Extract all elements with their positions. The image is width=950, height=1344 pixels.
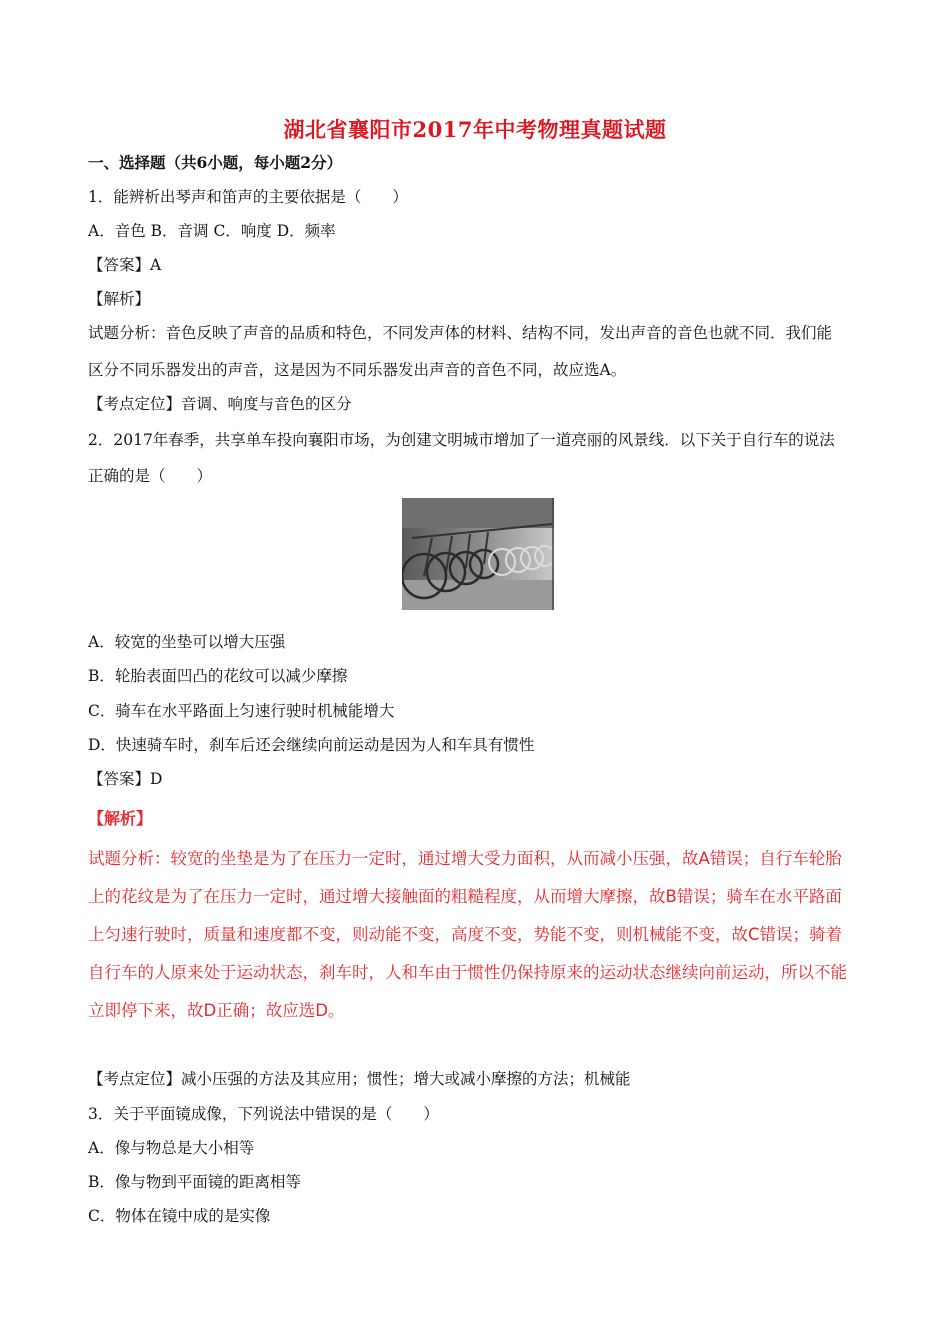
q1-knowledge-point: 【考点定位】音调、响度与音色的区分 <box>88 395 352 413</box>
q1-analysis-label: 【解析】 <box>88 290 151 308</box>
q2-stem-line-2: 正确的是（ ） <box>88 467 213 485</box>
q2-analysis-line-1: 试题分析：较宽的坐垫是为了在压力一定时，通过增大受力面积，从而减小压强，故A错误；自行车轮胎 <box>88 849 842 868</box>
q2-stem-line-1: 2．2017年春季，共享单车投向襄阳市场，为创建文明城市增加了一道亮丽的风景线．以下关于自行车的说法 <box>88 431 835 449</box>
q2-analysis-line-4: 自行车的人原来处于运动状态，刹车时，人和车由于惯性仍保持原来的运动状态继续向前运动，所以不能 <box>88 963 847 982</box>
q2-analysis-line-5: 立即停下来，故D正确；故应选D。 <box>88 1001 345 1020</box>
q1-analysis-line-2: 区分不同乐器发出的声音，这是因为不同乐器发出声音的音色不同，故应选A。 <box>88 361 627 379</box>
q2-option-c: C．骑车在水平路面上匀速行驶时机械能增大 <box>88 702 395 720</box>
q1-answer: 【答案】A <box>88 256 162 274</box>
page-title: 湖北省襄阳市2017年中考物理真题试题 <box>283 117 667 142</box>
q3-option-a: A．像与物总是大小相等 <box>88 1139 255 1157</box>
q1-analysis-line-1: 试题分析：音色反映了声音的品质和特色，不同发声体的材料、结构不同，发出声音的音色也就不同．我们能 <box>88 324 833 342</box>
q2-analysis-line-2: 上的花纹是为了在压力一定时，通过增大接触面的粗糙程度，从而增大摩擦，故B错误；骑车在水平路面 <box>88 887 842 906</box>
q3-option-c: C．物体在镜中成的是实像 <box>88 1207 271 1225</box>
q2-option-a: A．较宽的坐垫可以增大压强 <box>88 633 286 651</box>
q2-answer: 【答案】D <box>88 770 163 788</box>
q1-stem: 1．能辨析出琴声和笛声的主要依据是（ ） <box>88 188 408 206</box>
section-heading: 一、选择题（共6小题，每小题2分） <box>88 153 343 172</box>
q2-option-b: B．轮胎表面凹凸的花纹可以减少摩擦 <box>88 667 348 685</box>
q2-option-d: D．快速骑车时，刹车后还会继续向前运动是因为人和车具有惯性 <box>88 736 535 754</box>
q2-knowledge-point: 【考点定位】减小压强的方法及其应用；惯性；增大或减小摩擦的方法；机械能 <box>88 1070 631 1088</box>
q2-analysis-label: 【解析】 <box>88 809 153 828</box>
q3-stem: 3．关于平面镜成像，下列说法中错误的是（ ） <box>88 1105 439 1123</box>
bicycle-photo <box>402 498 554 610</box>
q2-analysis-line-3: 上匀速行驶时，质量和速度都不变，则动能不变，高度不变，势能不变，则机械能不变，故C错误；骑着 <box>88 925 843 944</box>
q1-options: A．音色 B．音调 C．响度 D．频率 <box>88 222 336 240</box>
q3-option-b: B．像与物到平面镜的距离相等 <box>88 1173 301 1191</box>
